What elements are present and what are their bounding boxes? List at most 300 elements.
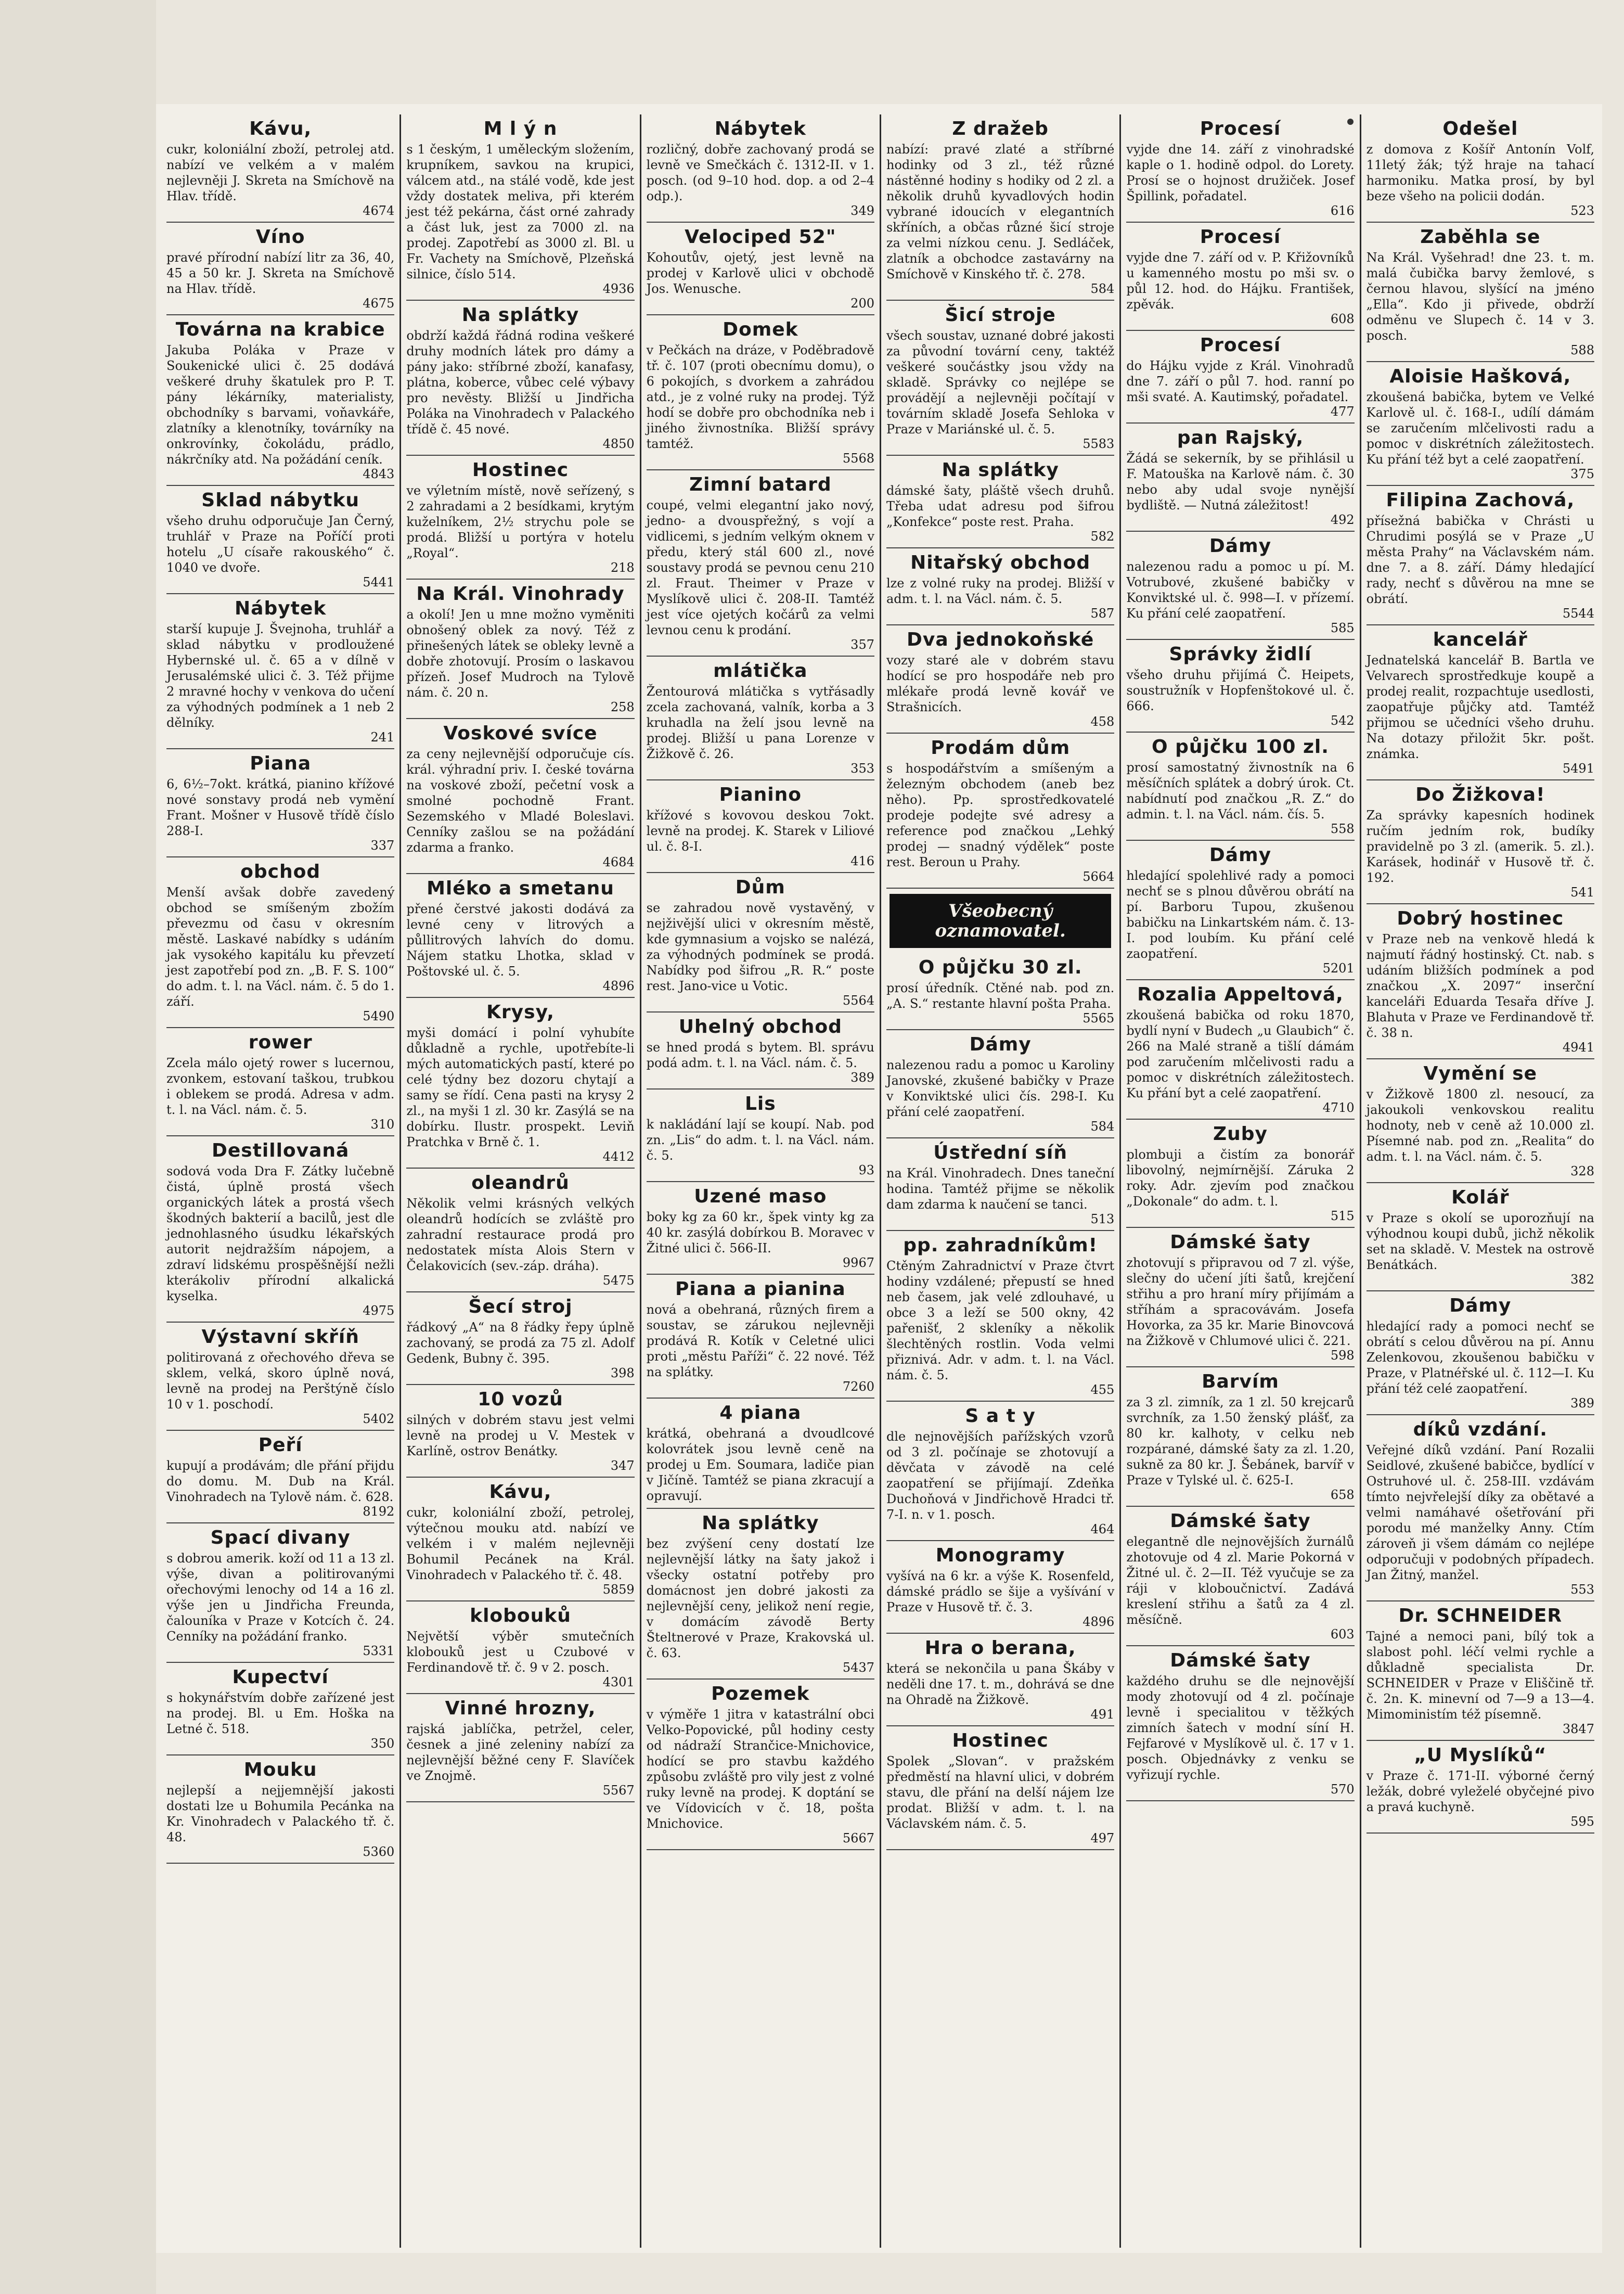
ad-text: se zahradou nově vystavěný, v nejživější ulici v okresním městě, kde gymnasium a vojsko se nalézá, za výhodných podmínek se prodá. Nabídky pod šifrou „R. R.“ poste rest. Jano-vice u Votic.	[646, 901, 874, 993]
classified-ad	[647, 223, 874, 315]
ad-number: 598	[1330, 1348, 1355, 1363]
ad-title: O půjčku 30 zl.	[918, 957, 1082, 978]
ad-title: Na splátky	[702, 1513, 819, 1534]
ad-title: Piana a pianina	[675, 1278, 846, 1300]
ad-number: 5664	[1082, 869, 1115, 884]
classified-ad	[647, 1090, 874, 1182]
ad-number: 353	[850, 761, 874, 776]
ad-text: za ceny nejlevnější odporučuje cís. král. výhradní priv. I. české továrna na voskové zboží, pečetní vosk a smolné pochodně Frant. Sezemského v Mladé Boleslavi. Cenníky zašlou se na požádání zdarma a franko.	[406, 747, 635, 855]
ad-number: 382	[1570, 1272, 1594, 1287]
ad-number: 4674	[363, 203, 395, 218]
ad-title: Pozemek	[711, 1683, 810, 1705]
ad-text: boky kg za 60 kr., špek vinty kg za 40 kr. zasýlá dobírkou B. Moravec v Žitné ulici č. 566-II.	[646, 1210, 874, 1255]
ad-text: hledající rady a pomoci nechť se obrátí s celou důvěrou na pí. Annu Zelenkovou, zkoušenou babičku v Praze, v Platnéřské ul. č. 112—I. Ku přání též celé zaopatření.	[1366, 1319, 1594, 1396]
column-5	[1121, 114, 1361, 2248]
ad-number: 200	[850, 296, 874, 311]
ad-title: Dámské šaty	[1170, 1510, 1311, 1532]
classified-ad	[166, 1028, 394, 1136]
ad-number: 350	[370, 1736, 395, 1751]
ad-number: 398	[610, 1366, 635, 1380]
classified-ad	[1126, 1120, 1354, 1228]
ad-number: 4941	[1562, 1040, 1594, 1055]
ad-title: Prodám dům	[931, 737, 1071, 759]
classified-ad	[1126, 532, 1354, 640]
ad-text: v Praze č. 171-II. výborné černý ležák, dobré vyleželé obyčejné pivo a pravá kuchyně.	[1366, 1768, 1594, 1814]
classified-ad	[1367, 1601, 1594, 1741]
ad-number: 4412	[602, 1149, 635, 1164]
ad-title: Hostinec	[472, 459, 569, 481]
ad-number: 582	[1090, 529, 1115, 544]
ad-title: Sklad nábytku	[201, 490, 360, 511]
ad-number: 310	[370, 1117, 395, 1132]
ad-number: 416	[850, 854, 874, 868]
ad-title: Dámy	[969, 1034, 1032, 1055]
classified-ad	[406, 719, 634, 874]
ad-title: Nábytek	[714, 118, 806, 139]
ad-title: Spací divany	[210, 1527, 351, 1548]
ad-text: v Praze s okolí se uporozňují na výhodnou koupi dubů, jichž několik set na skladě. V. Mestek na ostrově Benátkách.	[1366, 1211, 1594, 1272]
classified-ad	[647, 1509, 874, 1680]
ad-number: 4975	[363, 1303, 395, 1318]
ad-text: vozy staré ale v dobrém stavu hodící se pro hospodáře neb pro mlékaře prodá levně kovář ve Strašnicích.	[886, 653, 1115, 714]
classified-ad	[1367, 1291, 1594, 1415]
classified-ad	[886, 625, 1114, 734]
ad-title: Dámské šaty	[1170, 1650, 1311, 1671]
ad-text: s hokynářstvím dobře zařízené jest na prodej. Bl. u Em. Hoška na Letné č. 518.	[166, 1690, 395, 1736]
ad-title: Dva jednokoňské	[907, 629, 1094, 650]
ad-number: 588	[1570, 343, 1594, 357]
classified-ad	[886, 1138, 1114, 1231]
ad-title: Procesí	[1200, 118, 1281, 139]
ad-title: Peří	[258, 1434, 303, 1456]
ad-title: Uhelný obchod	[678, 1016, 842, 1037]
classified-ad	[1367, 223, 1594, 362]
classified-ad	[886, 301, 1114, 456]
ad-title: Nábytek	[235, 598, 327, 619]
classified-ad	[1126, 640, 1354, 733]
ad-title: Nitařský obchod	[910, 552, 1091, 573]
ad-number: 542	[1330, 713, 1355, 728]
ad-number: 584	[1090, 281, 1115, 296]
ad-title: rower	[248, 1032, 313, 1053]
ad-title: Vinné hrozny,	[445, 1698, 596, 1719]
ad-number: 241	[370, 730, 395, 745]
ad-text: nalezenou radu a pomoc u Karoliny Janovské, zkušené babičky v Praze v Konviktské ulici čís. 298-I. Ku přání celé zaopatření.	[886, 1058, 1115, 1119]
ad-number: 603	[1330, 1627, 1355, 1642]
ad-title: Kávu,	[489, 1481, 552, 1503]
ad-number: 337	[370, 838, 395, 853]
ad-text: nejlepší a nejjemnější jakosti dostati lze u Bohumila Pecánka na Kr. Vinohradech v Palackého tř. č. 48.	[166, 1783, 395, 1844]
ad-title: Krysy,	[486, 1002, 555, 1023]
ad-number: 5667	[842, 1831, 874, 1846]
ad-number: 4675	[363, 296, 395, 311]
classified-ad	[886, 456, 1114, 548]
ad-text: Tajné a nemoci pani, bílý tok a slabost pohl. léčí velmi rychle a důkladně specialista Dr. SCHNEIDER v Praze v Eliščině tř. č. 2n. K. minevní od 7—9 a 13—4. Mimoministím též písemně.	[1366, 1629, 1594, 1722]
ad-number: 218	[610, 560, 635, 575]
ad-text: cukr, koloniální zboží, petrolej atd. nabízí ve velkém a v malém nejlevněji J. Skreta na Smíchově na Hlav. třídě.	[166, 142, 395, 203]
ad-number: 5441	[363, 575, 395, 589]
ad-number: 455	[1090, 1382, 1115, 1397]
ad-text: do Hájku vyjde z Král. Vinohradů dne 7. září o půl 7. hod. ranní po mši svaté. A. Kautimský, pořadatel.	[1126, 358, 1355, 404]
ad-text: starší kupuje J. Švejnoha, truhlář a sklad nábytku v prodloužené Hybernské ul. č. 65 a v dílně v Jerusalémské ulici č. 3. Též přijme 2 mravné hochy v venkova do učení za výhodných podmínek a 1 neb 2 dělníky.	[166, 622, 395, 730]
ad-number: 4896	[1082, 1614, 1115, 1629]
ad-text: z domova z Košíř Antonín Volf, 11letý žák; týž hraje na tahací harmoniku. Matka prosí, by byl beze všeho na policii dodán.	[1366, 142, 1594, 203]
ad-text: bez zvýšení ceny dostatí lze nejlevnější látky na šaty jakož i všecky ostatní potřeby pro domácnost jen dobré jakosti za nejlevnější ceny, jelikož není regie, v domácím závodě Berty Šteltnerové v Praze, Krakovská ul. č. 63.	[646, 1536, 874, 1660]
ad-text: v výměře 1 jitra v katastrální obci Velko-Popovické, půl hodiny cesty od nádraží Strančice-Mnichovice, hodící se pro stavbu každého způsobu zvláště pro vily jest z volné ruky levně na prodej. K doptání se ve Vídovicích v č. 18, pošta Mnichovice.	[646, 1707, 874, 1831]
classified-ad	[647, 1013, 874, 1090]
ad-text: všech soustav, uznané dobré jakosti za původní tovární ceny, taktéž veškeré součástky jsou vždy na skladě. Správky co nejlépe se provádějí a nejlevněji počítají v továrním skladě Josefa Sehloka v Praze v Mariánské ul. č. 5.	[886, 328, 1115, 437]
classified-ad	[1367, 114, 1594, 223]
ad-text: Několik velmi krásných velkých oleandrů hodících se zvláště pro zahradní restaurace prodá pro nedostatek místa Alois Stern v Čelakovicích (sev.-záp. dráha).	[406, 1196, 635, 1273]
ad-text: kupují a prodávám; dle přání přijdu do domu. M. Dub na Král. Vinohradech na Tylově nám. č. 628.	[166, 1458, 395, 1504]
ad-title: Dámy	[1449, 1295, 1512, 1316]
ad-text: s hospodářstvím a smíšeným a železným obchodem (aneb bez něho). Pp. sprostředkovatelé prodeje podejte své adresy a reference pod značkou „Lehký prodej — snadný výdělek“ poste rest. Beroun u Prahy.	[886, 761, 1115, 869]
classified-ad	[166, 1323, 394, 1431]
ad-title: S a t y	[965, 1405, 1036, 1427]
ad-title: 4 piana	[719, 1402, 802, 1424]
ad-text: se hned prodá s bytem. Bl. správu podá adm. t. l. na Václ. nám. č. 5.	[646, 1040, 874, 1070]
ad-title: 10 vozů	[478, 1389, 563, 1410]
classified-ad	[886, 1402, 1114, 1541]
classified-ad	[406, 1169, 634, 1292]
ad-title: Filipina Zachová,	[1386, 490, 1575, 511]
classified-ad	[1367, 1741, 1594, 1834]
ad-number: 595	[1570, 1814, 1594, 1829]
ad-number: 8192	[363, 1504, 395, 1519]
classified-ad	[1367, 362, 1594, 486]
ad-number: 464	[1090, 1522, 1115, 1536]
ad-text: Ctěným Zahradnictví v Praze čtvrt hodiny vzdálené; přepustí se hned neb časem, jak velé zdlouhavé, u obce 3 a leží se 500 okny, 42 pařenišť, 2 skleníky a několik šlechtěných rostlin. Voda velmi přiznivá. Adr. v adm. t. l. na Václ. nám. č. 5.	[886, 1259, 1115, 1382]
ad-text: politirovaná z ořechového dřeva se sklem, velká, skoro úplně nová, levně na prodej na Perštýně číslo 10 v 1. poschodí.	[166, 1350, 395, 1412]
classified-ad	[886, 1726, 1114, 1850]
ad-number: 5331	[363, 1644, 395, 1658]
ad-text: všeho druhu odporučuje Jan Černý, truhlář v Praze na Poříčí proti hotelu „U císaře rakouského“ č. 1040 ve dvoře.	[166, 514, 395, 575]
ad-number: 7260	[842, 1379, 874, 1394]
ad-number: 497	[1090, 1831, 1115, 1846]
ad-title: Do Žižkova!	[1415, 784, 1545, 805]
ad-title: kancelář	[1433, 629, 1528, 650]
classified-ad	[1126, 1228, 1354, 1367]
ad-text: Kohoutův, ojetý, jest levně na prodej v Karlově ulici v obchodě Jos. Wenusche.	[646, 250, 874, 296]
ad-text: v Pečkách na dráze, v Poděbradově tř. č. 107 (proti obecnímu domu), o 6 pokojích, s dvorkem a zahrádou atd., je z volné ruky na prodej. Týž hodí se dobře pro obchodníka neb i jiného živnostníka. Bližší správy tamtéž.	[646, 343, 874, 451]
ad-number: 513	[1090, 1212, 1115, 1226]
classified-ad	[406, 456, 634, 580]
classified-ad	[886, 734, 1114, 889]
ad-title: M l ý n	[483, 118, 558, 139]
ad-number: 93	[858, 1163, 874, 1177]
ad-text: Největší výběr smutečních klobouků jest u Czubové v Ferdinandově tř. č. 9 v 2. posch.	[406, 1629, 635, 1675]
ad-number: 5437	[842, 1660, 874, 1675]
classified-ad	[1367, 904, 1594, 1059]
ad-number: 5402	[363, 1412, 395, 1426]
ad-text: obdrží každá řádná rodina veškeré druhy modních látek pro dámy a pány jako: stříbrné zboží, kanafasy, plátna, koberce, vůbec celé výbavy pro nevěsty. Bližší u Jindřicha Poláka na Vinohradech v Palackého třídě č. 45 nové.	[406, 328, 635, 437]
ad-number: 375	[1570, 467, 1594, 481]
ad-title: díků vzdání.	[1413, 1419, 1548, 1440]
ad-number: 5201	[1322, 961, 1355, 976]
classified-ad	[1126, 1646, 1354, 1801]
classified-ad	[647, 1182, 874, 1275]
newspaper-page	[156, 104, 1602, 2253]
ad-number: 4301	[602, 1675, 635, 1689]
column-4	[881, 114, 1121, 2248]
ad-number: 5491	[1562, 761, 1594, 776]
ad-title: Šecí stroj	[468, 1296, 573, 1317]
ad-text: řádkový „A“ na 8 řádky řepy úplně zachovaný, se prodá za 75 zl. Adolf Gedenk, Bubny č. 395.	[406, 1320, 635, 1366]
ad-text: s dobrou amerik. koží od 11 a 13 zl. výše, divan a politirovanými ořechovými lenochy od 14 a 16 zl. výše jen u Jindřicha Freunda, čalouníka v Praze v Kotcích č. 24. Cenníky na požádání franko.	[166, 1551, 395, 1644]
classified-ad	[886, 953, 1114, 1030]
ad-text: rajská jablíčka, petržel, celer, česnek a jiné zeleniny nabízí za nejlevnější běžné ceny F. Slavíček ve Znojmě.	[406, 1722, 635, 1783]
ad-text: křížové s kovovou deskou 7okt. levně na prodej. K. Starek v Liliové ul. č. 8-I.	[646, 808, 874, 854]
classified-ad	[647, 1680, 874, 1850]
ad-number: 608	[1330, 312, 1355, 326]
ad-title: Dr. SCHNEIDER	[1398, 1605, 1563, 1626]
classified-ad	[166, 486, 394, 594]
classified-ad	[1126, 1507, 1354, 1646]
ad-number: 492	[1330, 512, 1355, 527]
ad-number: 258	[610, 700, 635, 714]
ad-title: Voskové svíce	[443, 723, 598, 744]
classified-ad	[166, 1431, 394, 1523]
classified-ad	[166, 223, 394, 315]
ad-number: 4710	[1322, 1100, 1355, 1115]
ad-title: O půjčku 100 zl.	[1151, 736, 1329, 758]
ad-title: Dámy	[1209, 844, 1272, 866]
classified-ad	[886, 114, 1114, 301]
classified-ad	[647, 315, 874, 470]
ad-text: nalezenou radu a pomoc u pí. M. Votrubové, zkušené babičky v Konviktské ul. č. 998—I. v přízemí. Ku přání celé zaopatření.	[1126, 559, 1355, 621]
ad-number: 5564	[842, 993, 874, 1008]
ad-text: v Žižkově 1800 zl. nesoucí, za jakoukoli venkovskou realitu hodnoty, neb v ceně až 10.000 zl. Písemné nab. pod zn. „Realita“ do adm. t. l. na Václ. nám. č. 5.	[1366, 1087, 1594, 1164]
column-6	[1361, 114, 1600, 2248]
ad-title: pp. zahradníkům!	[903, 1235, 1098, 1256]
ad-text: zkoušená babička od roku 1870, bydlí nyní v Budech „u Glaubich“ č. 266 na Malé straně a tišlí dámám pod zaručením mlčelivosti radu a pomoc v diskrétních záležitostech. Ku přání byt a celé zaopatření.	[1126, 1008, 1355, 1100]
ad-text: nová a obehraná, různých firem a soustav, se zárukou nejlevněji prodává R. Kotík v Celetné ulici proti „městu Paříži“ č. 22 nové. Též na splátky.	[646, 1302, 874, 1379]
classified-ad	[1367, 1059, 1594, 1183]
ad-number: 553	[1570, 1582, 1594, 1597]
ad-title: Zimní batard	[689, 474, 832, 495]
classified-ad	[406, 1385, 634, 1478]
ad-number: 585	[1330, 621, 1355, 635]
ad-text: vyjde dne 7. září od v. P. Křižovníků u kamenného mostu po mši sv. o půl 12. hod. do Hájku. František, zpěvák.	[1126, 250, 1355, 312]
ad-title: Mléko a smetanu	[427, 878, 614, 899]
ad-title: Dámy	[1209, 535, 1272, 557]
ad-title: Procesí	[1200, 335, 1281, 356]
ad-title: Správky židlí	[1169, 644, 1312, 665]
ad-text: která se nekončila u pana Škáby v neděli dne 17. t. m., dohrává se dne na Ohradě na Žižkově.	[886, 1661, 1115, 1707]
ad-title: Velociped 52"	[685, 226, 836, 248]
ad-text: Menší avšak dobře zavedený obchod se smíšeným zbožím převezmu od času v okresním městě. Laskavé nabídky s udáním jak vysokého kapitálu ku převzetí jest zapotřebí pod zn. „B. F. S. 100“ do adm. t. l. na Václ. nám. č. 5 do 1. září.	[166, 885, 395, 1009]
ad-number: 5583	[1082, 437, 1115, 451]
ad-text: zhotovují s připravou od 7 zl. výše, slečny do učení jíti šatů, krejčení střihu a pro hraní míry přijímám a stříhám a spracovávám. Josefa Hovorka, za 35 kr. Marie Binovcová na Žižkově v Chlumové ulici č. 221.	[1126, 1255, 1355, 1348]
ad-title: Kolář	[1451, 1187, 1510, 1208]
ads-columns	[161, 114, 1600, 2248]
ad-number: 5859	[602, 1582, 635, 1597]
classified-ad	[166, 857, 394, 1028]
classified-ad	[1126, 980, 1354, 1120]
ad-text: na Král. Vinohradech. Dnes taneční hodina. Tamtéž přijme se několik dam zdarma k naučení se tanci.	[886, 1166, 1115, 1212]
ad-title: Víno	[255, 226, 305, 248]
ad-number: 5544	[1562, 606, 1594, 621]
ad-number: 523	[1570, 203, 1594, 218]
ad-title: Na splátky	[942, 459, 1059, 481]
column-3	[641, 114, 881, 2248]
ad-title: Zaběhla se	[1420, 226, 1541, 248]
ad-title: Ústřední síň	[933, 1142, 1067, 1163]
ad-text: silných v dobrém stavu jest velmi levně na prodej u V. Mestek v Karlíně, ostrov Benátky.	[406, 1413, 635, 1458]
ad-text: dle nejnovějších pařížských vzorů od 3 zl. počínaje se zhotovují a děvčata v závodě na celé zaopatření se přijímají. Zdeňka Duchoňová v Jindřichově Hradci tř. 7-I. n. v 1. posch.	[886, 1429, 1115, 1522]
classified-ad	[1126, 223, 1354, 331]
column-2	[401, 114, 641, 2248]
ad-text: lze z volné ruky na prodej. Bližší v adm. t. l. na Václ. nám. č. 5.	[886, 576, 1115, 606]
classified-ad	[647, 873, 874, 1013]
ad-title: klobouků	[470, 1605, 571, 1626]
classified-ad	[886, 1634, 1114, 1726]
ad-number: 4684	[602, 855, 635, 869]
ad-number: 4896	[602, 979, 635, 993]
classified-ad	[1367, 1415, 1594, 1601]
column-1	[161, 114, 401, 2248]
classified-ad	[166, 594, 394, 749]
classified-ad	[166, 114, 394, 223]
classified-ad	[1126, 841, 1354, 980]
ad-text: 6, 6½–7okt. krátká, pianino křížové nové sonstavy prodá neb vymění Frant. Mošner v Husově třídě číslo 288-I.	[166, 777, 395, 838]
ad-title: Rozalia Appeltová,	[1137, 984, 1344, 1005]
ad-number: 389	[1570, 1396, 1594, 1411]
ad-number: 347	[610, 1458, 635, 1473]
ad-text: ve výletním místě, nově seřízený, s 2 zahradami a 2 besídkami, krytým kuželníkem, 2½ strychu pole se prodá. Bližší u portýra v hotelu „Royal“.	[406, 483, 635, 560]
ad-text: rozličný, dobře zachovaný prodá se levně ve Smečkách č. 1312-II. v 1. posch. (od 9–10 hod. dop. a od 2–4 odp.).	[646, 142, 874, 203]
ad-number: 4850	[602, 437, 635, 451]
ad-text: dámské šaty, pláště všech druhů. Třeba udat adresu pod šifrou „Konfekce“ poste rest. Praha.	[886, 483, 1115, 529]
ad-number: 584	[1090, 1119, 1115, 1134]
section-banner	[890, 894, 1111, 948]
ad-number: 5565	[1082, 1011, 1115, 1026]
ad-title: Piana	[250, 753, 312, 774]
ad-title: Na splátky	[461, 304, 579, 326]
left-margin	[0, 0, 156, 2294]
ad-number: 3847	[1562, 1722, 1594, 1736]
ad-number: 558	[1330, 822, 1355, 836]
ad-number: 349	[850, 203, 874, 218]
classified-ad	[166, 1136, 394, 1323]
banner-line1: Všeobecný	[948, 901, 1053, 921]
ad-text: přísežná babička v Chrásti u Chrudimi posýlá se v Praze „U města Prahy“ na Václavském nám. dne 7. a 8. září. Dámy hledající rady, nechť s důvěrou na mne se obrátí.	[1366, 514, 1594, 606]
classified-ad	[406, 874, 634, 998]
ad-title: obchod	[240, 861, 321, 882]
ad-text: všeho druhu přijímá Č. Heipets, soustružník v Hopfenštokové ul. č. 666.	[1126, 668, 1355, 713]
classified-ad	[406, 998, 634, 1169]
ad-number: 616	[1330, 203, 1355, 218]
classified-ad	[647, 657, 874, 780]
ad-title: Dům	[735, 877, 785, 898]
ad-text: k nakládání lají se koupí. Nab. pod zn. „Lis“ do adm. t. l. na Václ. nám. č. 5.	[646, 1117, 874, 1163]
classified-ad	[166, 1755, 394, 1864]
ad-number: 5360	[363, 1844, 395, 1859]
ad-number: 5568	[842, 451, 874, 466]
ad-text: nabízí: pravé zlaté a stříbrné hodinky od 3 zl., též různé nástěnné hodiny s hodiky od 2 zl. a několik druhů kyvadlových hodin vybrané idoucích v elegantních skříních, a občas různé šicí stroje za velmi nízkou cenu. J. Sedláček, zlatník a obchodce zastavárny na Smíchově v Kinského tř. č. 278.	[886, 142, 1115, 281]
classified-ad	[1367, 1183, 1594, 1291]
ad-number: 477	[1330, 404, 1355, 419]
ad-number: 9967	[842, 1255, 874, 1270]
ad-text: Jednatelská kancelář B. Bartla ve Velvarech sprostředkuje koupě a prodej realit, rozpachtuje usedlosti, zaopatřuje půjčky atd. Tamtéž přijmou se učedníci všeho druhu. Na dotazy přiložit 5kr. pošt. známka.	[1366, 653, 1594, 761]
ad-text: coupé, velmi elegantní jako nový, jedno- a dvouspřežný, s vojí a vidlicemi, s jedním velkým oknem v předu, který stál 600 zl., nové soustavy prodá se pevnou cenu 210 zl. Fraut. Theimer v Praze v Myslíkově ulici č. 208-II. Tamtéž jest více ojetých kočárů za velmi levnou cenu k prodání.	[646, 498, 874, 637]
ad-title: Barvím	[1202, 1371, 1279, 1392]
classified-ad	[647, 1275, 874, 1399]
ad-title: Destillovaná	[211, 1140, 350, 1161]
classified-ad	[166, 1523, 394, 1663]
classified-ad	[1367, 780, 1594, 904]
ad-text: za 3 zl. zimník, za 1 zl. 50 krejcarů svrchník, za 1.50 ženský plášť, za 80 kr. kalhoty, v celku neb rozpárané, dámské šaty za zl. 1.20, sukně za 80 kr. J. Šebánek, barvíř v Praze v Tylské ul. č. 625-I.	[1126, 1395, 1355, 1488]
ad-text: Jakuba Poláka v Praze v Soukenické ulici č. 25 dodává veškeré druhy škatulek pro P. T. pány lékárníky, materialisty, obchodníky s barvami, voňavkáře, zlatníky a klenotníky, továrníky na onkrovínky, čokoládu, prádlo, nákrčníky atd. Na požádání ceník.	[166, 343, 395, 467]
classified-ad	[1126, 424, 1354, 532]
ad-title: Šicí stroje	[945, 304, 1056, 326]
ad-title: pan Rajský,	[1177, 427, 1304, 448]
ad-number: 357	[850, 637, 874, 652]
ad-number: 570	[1330, 1782, 1355, 1797]
classified-ad	[886, 1030, 1114, 1138]
ad-text: vyjde dne 14. září z vinohradské kaple o 1. hodině odpol. do Lorety. Prosí se o hojnost družiček. Josef Špillink, pořadatel.	[1126, 142, 1355, 203]
classified-ad	[406, 1292, 634, 1385]
ad-title: Dámské šaty	[1170, 1232, 1311, 1253]
ad-text: krátká, obehraná a dvoudlcové kolovrátek jsou levně ceně na prodej u Em. Soumara, ladiče pian v Jičíně. Tamtéž se piana zkracují a opravují.	[646, 1426, 874, 1503]
banner-line2: oznamovatel.	[935, 920, 1066, 941]
ad-text: Žádá se sekerník, by se přihlásil u F. Matouška na Karlově nám. č. 30 nebo aby udal svoje nynější bydliště. — Nutná záležitost!	[1126, 451, 1355, 512]
ad-text: elegantně dle nejnovějších žurnálů zhotovuje od 4 zl. Marie Pokorná v Žitné ul. č. 2—II. Též vyučuje se za ráji v kloboučnictví. Zadává kreslení střihu a šatů za 4 zl. měsíčně.	[1126, 1534, 1355, 1627]
ad-number: 5475	[602, 1273, 635, 1288]
classified-ad	[406, 1601, 634, 1694]
ad-number: 4936	[602, 281, 635, 296]
ad-title: Hostinec	[952, 1730, 1049, 1751]
ad-title: Výstavní skříň	[201, 1326, 359, 1348]
classified-ad	[166, 1663, 394, 1755]
ad-number: 587	[1090, 606, 1115, 621]
ad-title: Pianino	[719, 784, 802, 805]
classified-ad	[166, 315, 394, 486]
ad-text: plombuji a čistím za bonorář libovolný, nejmírnější. Záruka 2 roky. Adr. zjevím pod značkou „Dokonale“ do adm. t. l.	[1126, 1147, 1355, 1209]
ad-number: 5490	[363, 1009, 395, 1023]
ad-text: pravé přírodní nabízí litr za 36, 40, 45 a 50 kr. J. Skreta na Smíchově na Hlav. třídě.	[166, 250, 395, 296]
classified-ad	[647, 114, 874, 223]
classified-ad	[406, 580, 634, 719]
classified-ad	[406, 1478, 634, 1601]
ad-title: Kávu,	[249, 118, 312, 139]
classified-ad	[1367, 625, 1594, 780]
classified-ad	[406, 114, 634, 301]
classified-ad	[647, 470, 874, 657]
classified-ad	[886, 1231, 1114, 1402]
ad-title: Na Král. Vinohrady	[416, 583, 625, 605]
ad-title: Hra o berana,	[924, 1637, 1076, 1659]
ad-title: Mouku	[243, 1759, 317, 1780]
ad-text: Veřejné díků vzdání. Paní Rozalii Seidlové, zkušené babičce, bydlící v Ostruhové ul. č. 258-III. vzdávám tímto nejvřelejší díky za obětavé a velmi namáhavé ošetřování při porodu mé manželky Anny. Ctím zároveň ji všem dámám co nejlépe odporučuji v podobných případech. Jan Žitný, manžel.	[1366, 1443, 1594, 1582]
classified-ad	[1367, 486, 1594, 625]
ad-number: 541	[1570, 885, 1594, 900]
ad-title: Monogramy	[935, 1545, 1065, 1566]
ad-number: 4843	[363, 467, 395, 481]
ad-text: s 1 českým, 1 uměleckým složením, krupníkem, savkou na krupici, válcem atd., na stálé vodě, kde jest vždy dostatek meliva, při kterém jest též pekárna, část orné zahrady a část luk, jest za 7000 zl. na prodej. Zapotřebí as 3000 zl. Bl. u Fr. Vachety na Smíchově, Plzeňská silnice, číslo 514.	[406, 142, 635, 281]
ad-text: Za správky kapesních hodinek ručím jedním rok, budíky pravidelně po 3 zl. (amerik. 5. zl.). Karásek, hodinář v Husově tř. č. 192.	[1366, 808, 1594, 885]
ad-number: 515	[1330, 1209, 1355, 1223]
ad-text: v Praze neb na venkově hledá k najmutí řádný hostinský. Ct. nab. s udáním bližších podmínek a pod značkou „X. 2097“ inserční kanceláři Eduarda Tesařa dříve J. Blahuta v Praze ve Ferdinandově tř. č. 38 n.	[1366, 932, 1594, 1040]
ad-number: 491	[1090, 1707, 1115, 1722]
ad-title: Vymění se	[1423, 1063, 1538, 1084]
classified-ad	[166, 749, 394, 857]
ad-text: a okolí! Jen u mne možno vyměniti obnošený oblek za nový. Též z přinešených látek se obleky levně a dobře zhotovují. Prosím o laskavou přízeň. Josef Mudroch na Tylově nám. č. 20 n.	[406, 607, 635, 700]
ad-text: Zcela málo ojetý rower s lucernou, zvonkem, estovaní taškou, trubkou i oblekem se prodá. Adresa v adm. t. l. na Václ. nám. č. 5.	[166, 1056, 395, 1117]
ad-text: vyšívá na 6 kr. a výše K. Rosenfeld, dámské prádlo se šije a vyšívání v Praze v Husově tř. č. 3.	[886, 1569, 1115, 1614]
ad-text: Na Král. Vyšehrad! dne 23. t. m. malá čubička barvy žemlové, s černou hlavou, slyšící na jméno „Ella“. Kdo ji přivede, obdrží odměnu ve Slupech č. 14 v 3. posch.	[1366, 250, 1594, 343]
ad-title: „U Myslíků“	[1414, 1745, 1547, 1766]
